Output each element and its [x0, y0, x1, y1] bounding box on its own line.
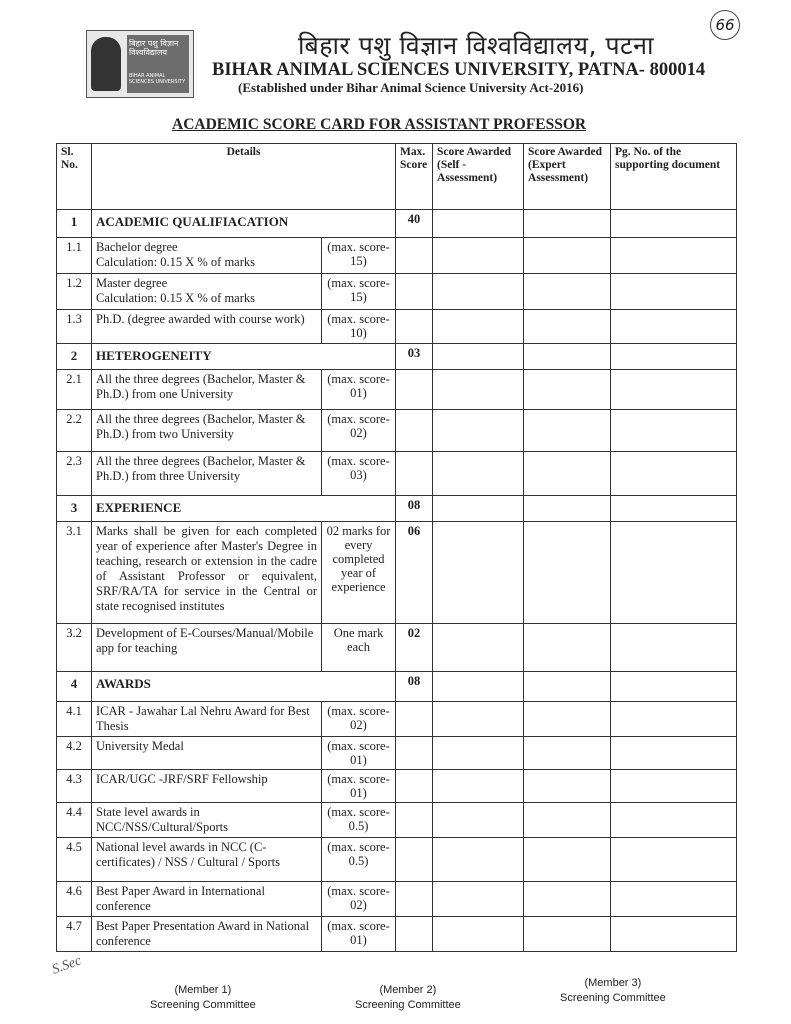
document-title: ACADEMIC SCORE CARD FOR ASSISTANT PROFESSOR	[172, 116, 587, 133]
signature-member-2: (Member 2) Screening Committee	[355, 984, 461, 1011]
col-max: Max. Score	[396, 144, 433, 210]
table-row: 4.2 University Medal (max. score-01)	[57, 737, 737, 770]
page-ref-cell[interactable]	[611, 210, 737, 238]
table-row: 2.2 All the three degrees (Bachelor, Master & Ph.D.) from two University (max. score-02)	[57, 410, 737, 452]
self-score-cell[interactable]	[433, 210, 524, 238]
table-row: 4.4 State level awards in NCC/NSS/Cultural/Sports (max. score-0.5)	[57, 803, 737, 838]
table-row: 4.6 Best Paper Award in International conference (max. score-02)	[57, 882, 737, 917]
col-self: Score Awarded (Self - Assessment)	[433, 144, 524, 210]
section-title: ACADEMIC QUALIFIACATION	[92, 210, 396, 238]
emblem-icon	[91, 37, 121, 91]
table-row: 4.5 National level awards in NCC (C-certificates) / NSS / Cultural / Sports (max. score-0.5)	[57, 838, 737, 882]
table-row: 3.2 Development of E-Courses/Manual/Mobile app for teaching One mark each 02	[57, 624, 737, 672]
header-row	[57, 144, 737, 210]
university-logo	[86, 30, 194, 98]
table-row: 2.3 All the three degrees (Bachelor, Master & Ph.D.) from three University (max. score-03)	[57, 452, 737, 496]
col-expert: Score Awarded (Expert Assessment)	[524, 144, 611, 210]
english-title: BIHAR ANIMAL SCIENCES UNIVERSITY, PATNA- 800014	[212, 60, 706, 80]
section-max: 08	[396, 672, 433, 702]
table-row: 4.3 ICAR/UGC -JRF/SRF Fellowship (max. score-01)	[57, 770, 737, 803]
signature-member-1: (Member 1) Screening Committee	[150, 984, 256, 1011]
section-title: EXPERIENCE	[92, 496, 396, 522]
page-number: 66	[710, 10, 740, 40]
logo-subtext: BIHAR ANIMAL SCIENCES UNIVERSITY	[129, 73, 186, 85]
score-card-table	[56, 143, 737, 952]
table-row: 4.7 Best Paper Presentation Award in National conference (max. score-01)	[57, 917, 737, 952]
col-page: Pg. No. of the supporting document	[611, 144, 737, 210]
table-row: 1.1 Bachelor degree Calculation: 0.15 X % of marks (max. score-15)	[57, 238, 737, 274]
table-row: 3.1 Marks shall be given for each completed year of experience after Master's Degree in teaching, research or extension in the cadre of Assistant Professor or equivalent, SRF/RA/TA for service in the Central or state recognised institutes 02 marks for every completed year of experience 06	[57, 522, 737, 624]
hindi-title: बिहार पशु विज्ञान विश्वविद्यालय, पटना	[298, 31, 655, 60]
section-max: 08	[396, 496, 433, 522]
table-row: 1.3 Ph.D. (degree awarded with course work) (max. score-10)	[57, 310, 737, 344]
section-max: 03	[396, 344, 433, 370]
section-title: AWARDS	[92, 672, 396, 702]
section-max: 40	[396, 210, 433, 238]
section-title: HETEROGENEITY	[92, 344, 396, 370]
expert-score-cell[interactable]	[524, 210, 611, 238]
section-row: 4 AWARDS 08	[57, 672, 737, 702]
col-details: Details	[92, 144, 396, 210]
logo-text: बिहार पशु विज्ञान विश्वविद्यालय	[129, 39, 179, 57]
table-row: 4.1 ICAR - Jawahar Lal Nehru Award for Best Thesis (max. score- 02)	[57, 702, 737, 737]
table-row: 2.1 All the three degrees (Bachelor, Master & Ph.D.) from one University (max. score-01)	[57, 370, 737, 410]
section-row: 1 ACADEMIC QUALIFIACATION 40	[57, 210, 737, 238]
section-row: 3 EXPERIENCE 08	[57, 496, 737, 522]
established-note: (Established under Bihar Animal Science University Act-2016)	[238, 80, 584, 95]
section-row: 2 HETEROGENEITY 03	[57, 344, 737, 370]
signature-member-3: (Member 3) Screening Committee	[560, 977, 666, 1004]
table-row: 1.2 Master degree Calculation: 0.15 X % of marks (max. score-15)	[57, 274, 737, 310]
handwritten-note: S.Sec	[50, 953, 84, 978]
col-sl: Sl. No.	[57, 144, 92, 210]
